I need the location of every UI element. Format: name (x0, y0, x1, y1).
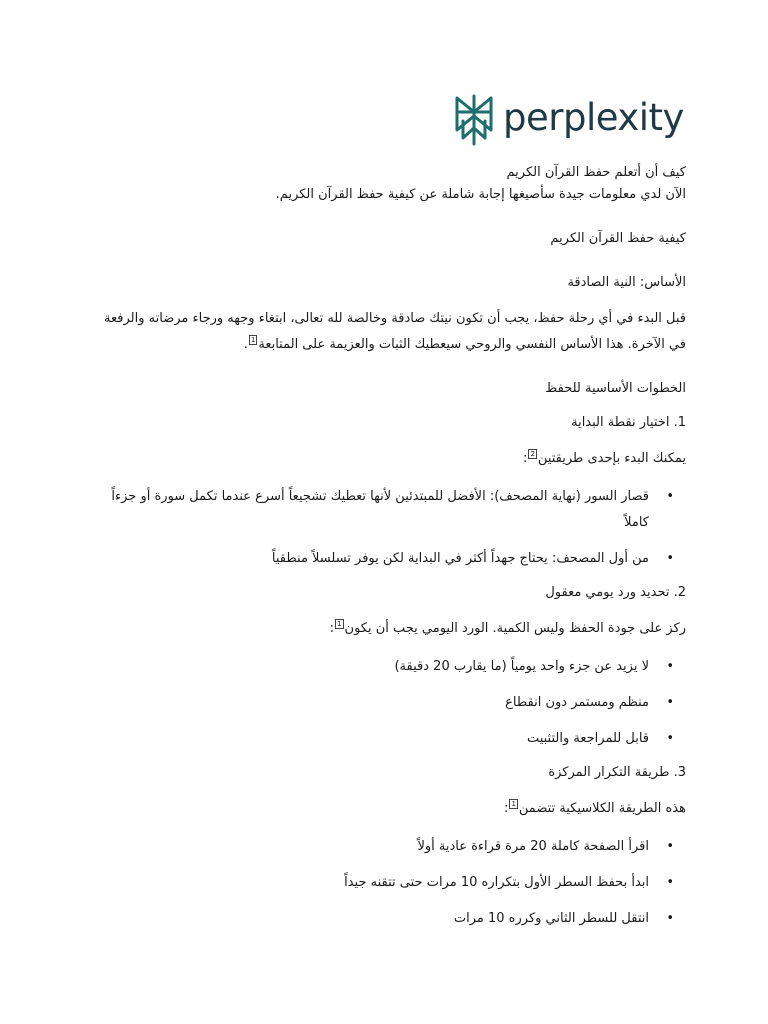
step3-list (100, 834, 686, 932)
citation-link[interactable]: 1 (511, 800, 516, 808)
step2-lead-text: ركز على جودة الحفظ وليس الكمية. الورد اليومي يجب أن يكون (344, 621, 686, 636)
step1-lead: يمكنك البدء بإحدى طريقتين$^2$: (523, 450, 686, 466)
logo-text: perplexity (503, 95, 684, 139)
list-item: • منظم ومستمر دون انقطاع (100, 690, 649, 716)
step2-heading: 2. تحديد ورد يومي معقول (545, 585, 686, 600)
step1-list (100, 484, 686, 572)
perplexity-logo (453, 94, 684, 146)
list-item: • قابل للمراجعة والتثبيت (100, 726, 649, 752)
step2-lead: ركز على جودة الحفظ وليس الكمية. الورد اليومي يجب أن يكون$^1$: (329, 620, 686, 636)
main-heading: كيفية حفظ القرآن الكريم (550, 231, 686, 246)
intro-text: الآن لدي معلومات جيدة سأصيغها إجابة شاملة عن كيفية حفظ القرآن الكريم. (275, 187, 686, 202)
step2-list (100, 654, 686, 752)
step3-heading: 3. طريقة التكرار المركزة (548, 765, 686, 780)
citation-link[interactable]: 2 (530, 450, 535, 458)
document-body (100, 162, 686, 942)
list-item: • قصار السور (نهاية المصحف): الأفضل للمبتدئين لأنها تعطيك تشجيعاً أسرع عندما تكمل سورة أو جزءاً كاملاً (100, 484, 649, 536)
perplexity-logo-icon (453, 94, 495, 146)
list-item: • انتقل للسطر الثاني وكرره 10 مرات (100, 906, 649, 932)
step1-lead-text: يمكنك البدء بإحدى طريقتين (537, 451, 686, 466)
question-title: كيف أن أتعلم حفظ القرآن الكريم (506, 165, 686, 180)
step1-heading: 1. اختيار نقطة البداية (571, 415, 686, 430)
step3-lead: هذه الطريقة الكلاسيكية تتضمن$^1$: (504, 800, 686, 816)
list-item: • من أول المصحف: يحتاج جهداً أكثر في البداية لكن يوفر تسلسلاً منطقياً (100, 546, 649, 572)
citation-link[interactable]: 1 (250, 336, 256, 344)
steps-heading: الخطوات الأساسية للحفظ (545, 381, 686, 396)
list-item: • لا يزيد عن جزء واحد يومياً (ما يقارب 20 دقيقة) (100, 654, 649, 680)
foundation-text: قبل البدء في أي رحلة حفظ، يجب أن تكون نيتك صادقة وخالصة لله تعالى، ابتغاء وجهه ورجاء مرضاته والرفعة في الآخرة. هذا الأساس النفسي والروحي سيعطيك الثبات والعزيمة على المتابعة (104, 311, 686, 352)
list-item: • ابدأ بحفظ السطر الأول بتكراره 10 مرات حتى تتقنه جيداً (100, 870, 649, 896)
foundation-heading: الأساس: النية الصادقة (567, 275, 686, 290)
step3-lead-text: هذه الطريقة الكلاسيكية تتضمن (518, 801, 686, 816)
foundation-paragraph: قبل البدء في أي رحلة حفظ، يجب أن تكون نيتك صادقة وخالصة لله تعالى، ابتغاء وجهه ورجاء مرضاته والرفعة في الآخرة. هذا الأساس النفسي والروحي سيعطيك الثبات والعزيمة على المتابعة$^1$. (104, 311, 686, 352)
citation-link[interactable]: 1 (337, 620, 342, 628)
list-item: • اقرأ الصفحة كاملة 20 مرة قراءة عادية أولاً (100, 834, 649, 860)
